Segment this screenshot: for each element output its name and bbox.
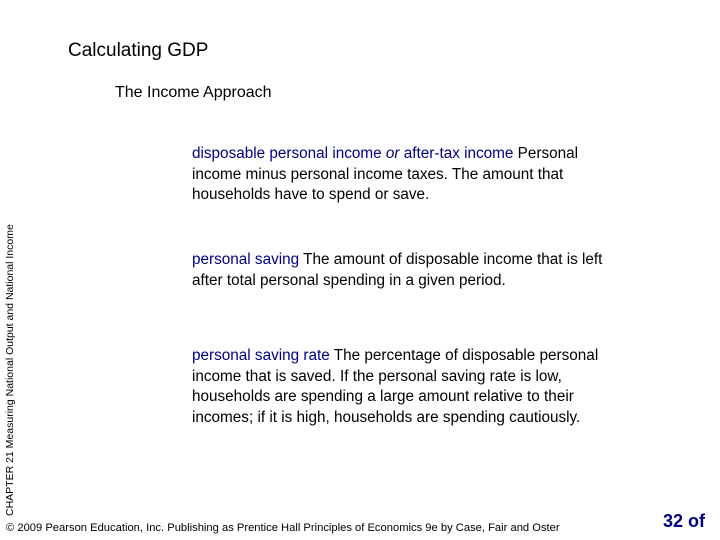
definition-disposable-personal-income [192,144,612,206]
definition-personal-saving [192,250,612,291]
definition-personal-saving-rate [192,346,612,428]
definition-term [192,145,513,162]
page-number: 32 of [663,511,706,531]
slide-title: Calculating GDP [68,40,209,61]
term-part: disposable personal income [192,145,386,162]
definition-text: Personal income minus personal income taxes. The amount that households have to spend or save. [192,145,579,203]
copyright-footer: © 2009 Pearson Education, Inc. Publishing as Prentice Hall Principles of Economics 9e by Case, Fair and Oster [6,522,560,534]
slide-subtitle: The Income Approach [115,84,272,101]
term-italic: or [385,145,400,162]
definition-term: personal saving [192,251,300,268]
definition-text: The percentage of disposable personal income that is saved. If the personal saving rate is low, households are spending a large amount relative to their incomes; if it is high, households are spending cautiously. [192,347,599,426]
definition-term: personal saving rate [192,347,330,364]
chapter-side-label: CHAPTER 21 Measuring National Output and National Income [4,224,16,516]
definition-text: The amount of disposable income that is left after total personal spending in a given period. [192,251,603,289]
term-part: after-tax income [399,145,514,162]
